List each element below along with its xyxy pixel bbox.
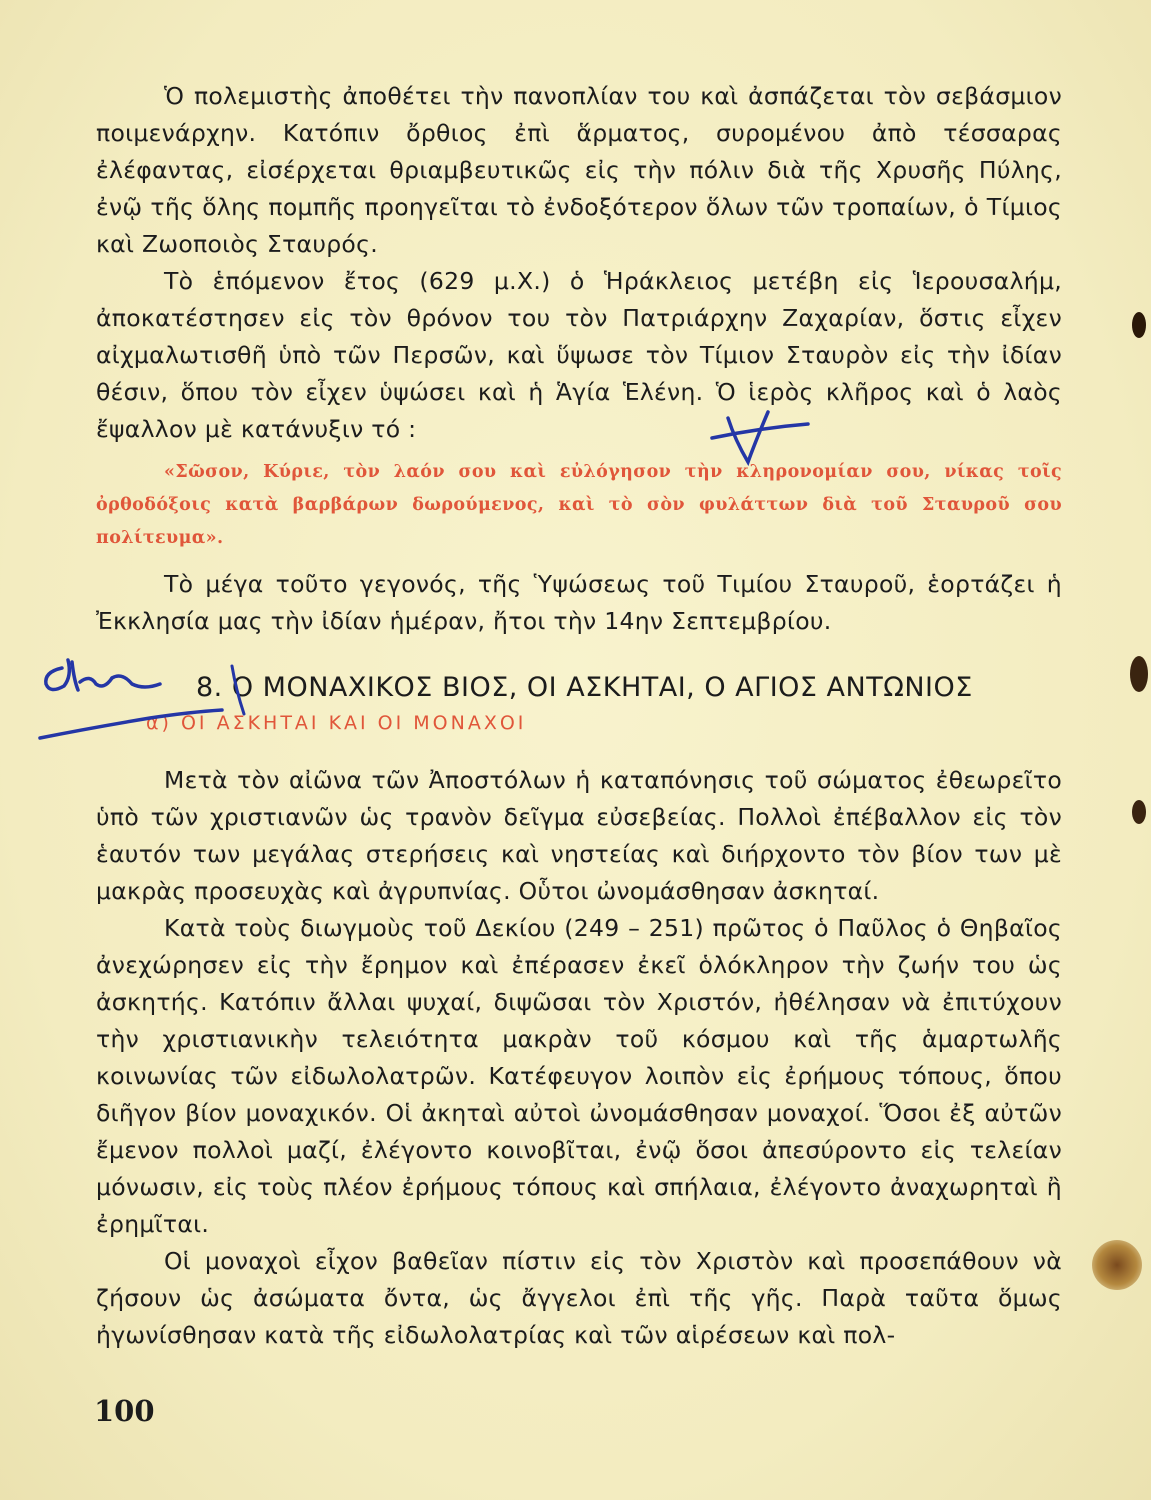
- hymn-quote: «Σῶσον, Κύριε, τὸν λαόν σου καὶ εὐλόγησον τὴν κληρονομίαν σου, νίκας τοῖς ὀρθοδόξοις κατὰ βαρβάρων δωρούμενος, καὶ τὸ σὸν φυλάττων διὰ τοῦ Σταυροῦ σου πολίτευμα».: [96, 462, 1062, 548]
- checkmark-mark: [712, 412, 808, 462]
- page-number: 100: [94, 1394, 155, 1428]
- stain-mark: [1132, 312, 1146, 338]
- paragraph-triumph: Ὁ πολεμιστὴς ἀποθέτει τὴν πανοπλίαν του καὶ ἀσπάζεται τὸν σεβάσμιον ποιμενάρχην. Κατόπιν ὄρθιος ἐπὶ ἅρματος, συρομένου ἀπὸ τέσσαρας ἐλέφαντας, εἰσέρχεται θριαμβευτικῶς εἰς τὴν πόλιν διὰ τῆς Χρυσῆς Πύλης, ἐνῷ τῆς ὅλης πομπῆς προηγεῖται τὸ ἐνδοξότερον ὅλων τῶν τροπαίων, ὁ Τίμιος καὶ Ζωοποιὸς Σταυρός.: [96, 82, 1062, 258]
- subheading: α) ΟΙ ΑΣΚΗΤΑΙ ΚΑΙ ΟΙ ΜΟΝΑΧΟΙ: [146, 712, 527, 734]
- stain-mark: [1092, 1240, 1142, 1290]
- paragraph-feast: Τὸ μέγα τοῦτο γεγονός, τῆς Ὑψώσεως τοῦ Τιμίου Σταυροῦ, ἑορτάζει ἡ Ἐκκλησία μας τὴν ἰδίαν ἡμέραν, ἤτοι τὴν 14ην Σεπτεμβρίου.: [96, 570, 1062, 635]
- paragraph-monks: Οἱ μοναχοὶ εἶχον βαθεῖαν πίστιν εἰς τὸν Χριστὸν καὶ προσεπάθουν νὰ ζήσουν ὡς ἀσώματα ὄντα, ὡς ἄγγελοι ἐπὶ τῆς γῆς. Παρὰ ταῦτα ὅμως ἠγωνίσθησαν κατὰ τῆς εἰδωλολατρίας καὶ τῶν αἱρέσεων καὶ πολ-: [96, 1247, 1062, 1349]
- paragraph-decius: Κατὰ τοὺς διωγμοὺς τοῦ Δεκίου (249 – 251) πρῶτος ὁ Παῦλος ὁ Θηβαῖος ἀνεχώρησεν εἰς τὴν ἔρημον καὶ ἐπέρασεν ἐκεῖ ὁλόκληρον τὴν ζωήν του ὡς ἀσκητής. Κατόπιν ἄλλαι ψυχαί, διψῶσαι τὸν Χριστόν, ἠθέλησαν νὰ ἐπιτύχουν τὴν χριστιανικὴν τελειότητα μακρὰν τοῦ κόσμου καὶ τῆς ἁμαρτωλῆς κοινωνίας τῶν εἰδωλολατρῶν. Κατέφευγον λοιπὸν εἰς ἐρήμους τόπους, ὅπου διῆγον βίον μοναχικόν. Οἱ ἀκηταὶ αὐτοὶ ὠνομάσθησαν μοναχοί. Ὅσοι ἐξ αὐτῶν ἔμενον πολλοὶ μαζί, ἐλέγοντο κοινοβῖται, ἐνῷ ὅσοι ἀπεσύροντο εἰς τελείαν μόνωσιν, εἰς τοὺς πλέον ἐρήμους τόπους καὶ σπήλαια, ἐλέγοντο ἀναχωρηταὶ ἢ ἐρημῖται.: [96, 914, 1062, 1238]
- paragraph-jerusalem: Τὸ ἑπόμενον ἔτος (629 μ.Χ.) ὁ Ἡράκλειος μετέβη εἰς Ἱερουσαλήμ, ἀποκατέστησεν εἰς τὸν θρόνον του τὸν Πατριάρχην Ζαχαρίαν, ὅστις εἶχεν αἰχμαλωτισθῆ ὑπὸ τῶν Περσῶν, καὶ ὕψωσε τὸν Τίμιον Σταυρὸν εἰς τὴν ἰδίαν θέσιν, ὅπου τὸν εἶχεν ὑψώσει καὶ ἡ Ἁγία Ἑλένη. Ὁ ἱερὸς κλῆρος καὶ ὁ λαὸς ἔψαλλον μὲ κατάνυξιν τό :: [96, 267, 1062, 443]
- paragraph-ascetics: Μετὰ τὸν αἰῶνα τῶν Ἀποστόλων ἡ καταπόνησις τοῦ σώματος ἐθεωρεῖτο ὑπὸ τῶν χριστιανῶν ὡς τρανὸν δεῖγμα εὐσεβείας. Πολλοὶ ἐπέβαλλον εἰς τὸν ἑαυτόν των μεγάλας στερήσεις καὶ νηστείας καὶ διήρχοντο τὸν βίον των μὲ μακρὰς προσευχὰς καὶ ἀγρυπνίας. Οὗτοι ὠνομάσθησαν ἀσκηταί.: [96, 766, 1062, 905]
- heading-strike-mark: [232, 666, 244, 714]
- stain-mark: [1132, 800, 1146, 824]
- section-heading: 8. Ο ΜΟΝΑΧΙΚΟΣ ΒΙΟΣ, ΟΙ ΑΣΚΗΤΑΙ, Ο ΑΓΙΟΣ ΑΝΤΩΝΙΟΣ: [196, 672, 973, 703]
- margin-scribble-mark: [40, 660, 222, 738]
- stain-mark: [1130, 656, 1148, 692]
